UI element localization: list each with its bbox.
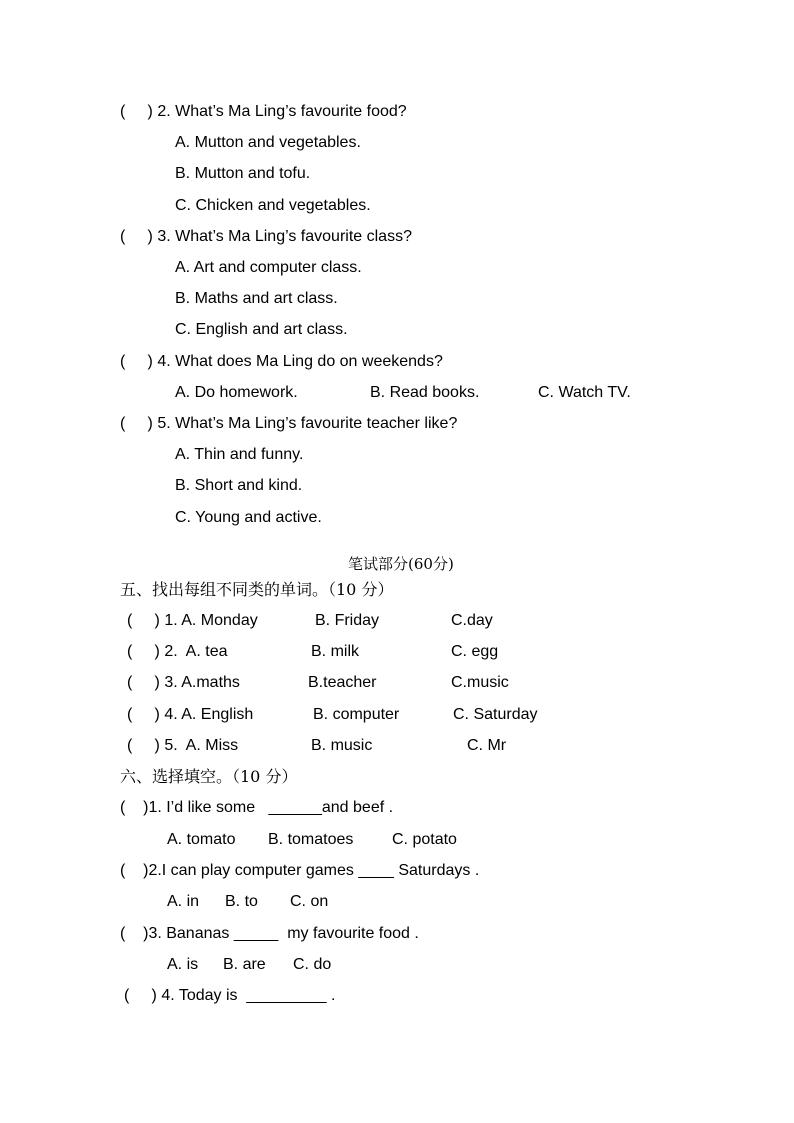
question-3-option-c: C. English and art class.	[175, 321, 348, 338]
question-3-option-b: B. Maths and art class.	[175, 290, 338, 307]
section-5-row-3-number: ( ) 3. A.maths	[127, 674, 240, 691]
section-6-question-2-option-a: A. in	[167, 893, 200, 910]
section-6-question-1-stem: ( )1. I’d like some ______and beef .	[120, 799, 394, 816]
question-5-option-a: A. Thin and funny.	[175, 446, 304, 463]
section-5-row-4-number: ( ) 4. A. English	[127, 706, 254, 723]
question-4-option-c: C. Watch TV.	[538, 384, 631, 401]
section-5-row-5-option-b: B. music	[311, 737, 373, 754]
section-5-heading: 五、找出每组不同类的单词。（10 分）	[120, 580, 394, 599]
question-4-stem: ( ) 4. What does Ma Ling do on weekends?	[120, 353, 443, 370]
section-5-row-4-option-c: C. Saturday	[453, 706, 538, 723]
question-5-option-c: C. Young and active.	[175, 509, 322, 526]
question-2-option-b: B. Mutton and tofu.	[175, 165, 311, 182]
section-5-row-1-option-c: C.day	[451, 612, 493, 629]
section-5-row-1-option-b: B. Friday	[315, 612, 380, 629]
section-5-row-3-option-b: B.teacher	[308, 674, 377, 691]
section-6-question-2-option-b: B. to	[225, 893, 258, 910]
section-5-row-4-option-b: B. computer	[313, 706, 400, 723]
section-6-question-2-option-c: C. on	[290, 893, 329, 910]
question-2-option-a: A. Mutton and vegetables.	[175, 134, 361, 151]
section-5-row-2-option-c: C. egg	[451, 643, 499, 660]
question-5-option-b: B. Short and kind.	[175, 477, 303, 494]
section-6-question-3-option-b: B. are	[223, 956, 266, 973]
section-6-question-3-option-a: A. is	[167, 956, 199, 973]
question-2-option-c: C. Chicken and vegetables.	[175, 197, 371, 214]
section-5-row-5-option-c: C. Mr	[467, 737, 507, 754]
section-6-heading: 六、选择填空。（10 分）	[120, 767, 298, 786]
section-5-row-2-option-b: B. milk	[311, 643, 359, 660]
question-3-option-a: A. Art and computer class.	[175, 259, 362, 276]
section-6-question-1-option-c: C. potato	[392, 831, 457, 848]
section-5-row-3-option-c: C.music	[451, 674, 509, 691]
section-6-question-4-stem: ( ) 4. Today is _________ .	[124, 987, 336, 1004]
written-part-title: 笔试部分(60分)	[348, 555, 454, 573]
section-6-question-3-stem: ( )3. Bananas _____ my favourite food .	[120, 925, 419, 942]
question-2-stem: ( ) 2. What’s Ma Ling’s favourite food?	[120, 103, 407, 120]
section-6-question-3-option-c: C. do	[293, 956, 332, 973]
section-5-row-2-number: ( ) 2. A. tea	[127, 643, 228, 660]
section-6-question-2-stem: ( )2.I can play computer games ____ Saturdays .	[120, 862, 480, 879]
question-4-option-b: B. Read books.	[370, 384, 480, 401]
question-3-stem: ( ) 3. What’s Ma Ling’s favourite class?	[120, 228, 412, 245]
section-5-row-1-number: ( ) 1. A. Monday	[127, 612, 258, 629]
section-6-question-1-option-b: B. tomatoes	[268, 831, 354, 848]
question-4-option-a: A. Do homework.	[175, 384, 298, 401]
question-5-stem: ( ) 5. What’s Ma Ling’s favourite teacher like?	[120, 415, 458, 432]
section-6-question-1-option-a: A. tomato	[167, 831, 236, 848]
section-5-row-5-number: ( ) 5. A. Miss	[127, 737, 239, 754]
